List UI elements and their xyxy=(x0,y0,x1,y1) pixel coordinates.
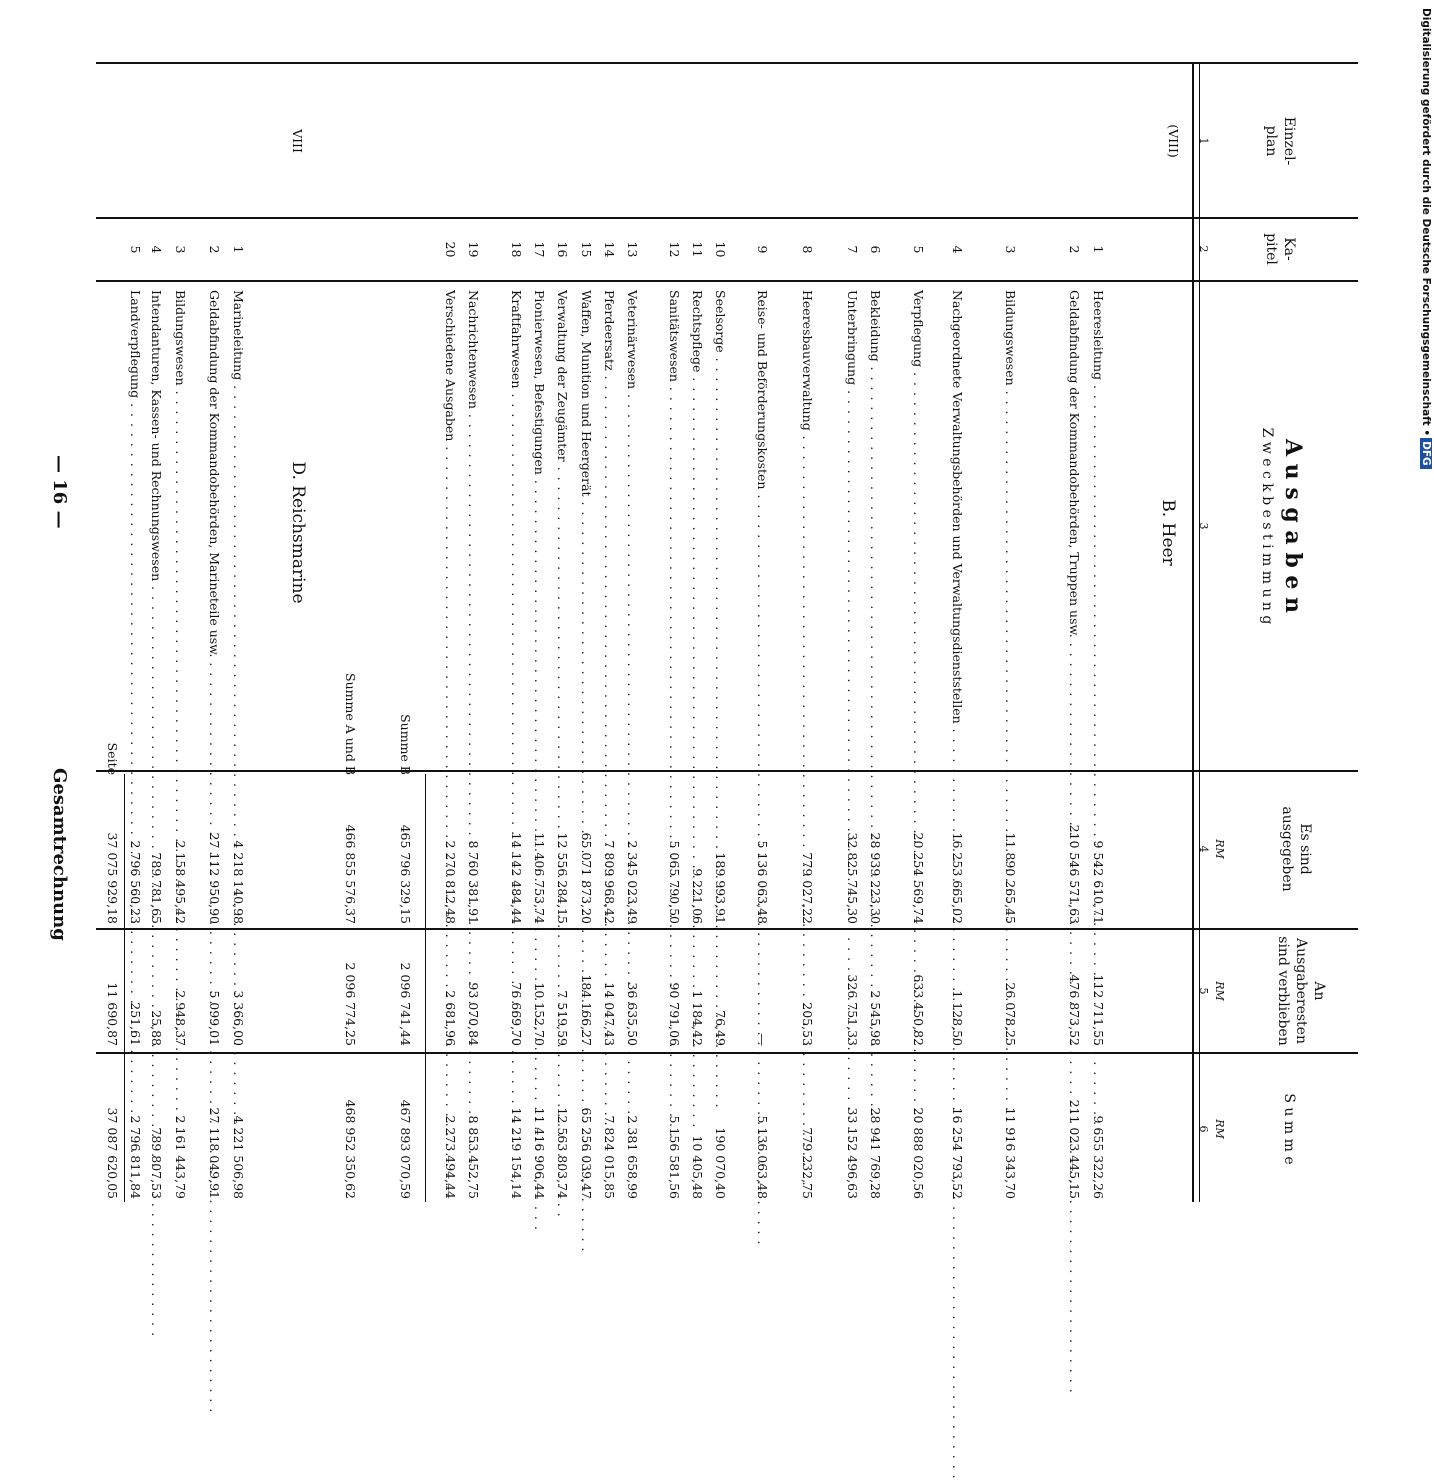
header-summe: S u m m e xyxy=(1281,1093,1297,1165)
section-title: B. Heer xyxy=(1158,499,1178,566)
reste-cell: 3 366,00 xyxy=(231,990,246,1046)
description-cell: Bekleidung . . . xyxy=(867,290,883,775)
page-number: — 16 — xyxy=(49,455,70,529)
summe-cell: 789 807,53 xyxy=(149,1127,164,1199)
ausgegeben-cell: 466 855 576,37 xyxy=(343,824,358,924)
summe-cell: 10 405,48 xyxy=(690,1135,705,1199)
reste-cell: 1 128,50 xyxy=(950,990,965,1046)
ausgegeben-cell: 9 221,06 xyxy=(690,868,705,924)
description-cell: Rechtspflege . . . xyxy=(689,290,705,775)
table-row xyxy=(1002,62,1018,1199)
reste-cell: 184 166,27 xyxy=(579,974,594,1046)
kapitel-cell: 17 xyxy=(532,241,547,258)
description-cell: Unterbringung . . . xyxy=(844,290,860,775)
header-einzelplan: Einzel- plan xyxy=(1263,116,1297,166)
description-cell: Intendanturen, Kassen- und Rechnungswesen . . . xyxy=(148,290,164,775)
description-cell: Heeresleitung . . . xyxy=(1090,290,1106,775)
description-cell: Reise- und Beförderungskosten . . . xyxy=(754,290,770,775)
description-cell: Verschiedene Ausgaben . . . xyxy=(442,290,458,775)
table-row xyxy=(172,62,188,1199)
summe-cell: 2 381 658,99 xyxy=(625,1115,640,1199)
description-cell: Veterinärwesen . . . xyxy=(624,290,640,775)
description-cell: Summe A und B xyxy=(343,673,358,775)
header-reste: An Ausgaberesten sind verblieben xyxy=(1275,936,1327,1046)
summe-cell: 779 232,75 xyxy=(800,1127,815,1199)
kapitel-cell: 4 xyxy=(149,245,164,254)
ausgegeben-cell: 2 796 560,23 xyxy=(128,840,143,924)
table-row xyxy=(230,62,246,1199)
description-cell: Kraftfahrwesen . . . xyxy=(508,290,524,775)
summe-cell: 37 087 620,05 xyxy=(105,1107,120,1199)
kapitel-cell: 13 xyxy=(625,241,640,258)
table-row xyxy=(442,62,458,1199)
summe-cell: 468 952 350,62 xyxy=(343,1099,358,1199)
reste-cell: — xyxy=(755,1033,770,1046)
summe-cell: 5 156 581,56 xyxy=(667,1115,682,1199)
kapitel-cell: 9 xyxy=(755,245,770,254)
table-row xyxy=(754,62,770,1199)
kapitel-cell: 20 xyxy=(443,241,458,258)
description-cell: Verwaltung der Zeugämter . . . xyxy=(554,290,570,775)
description-cell: Bildungswesen . . . xyxy=(1002,290,1018,775)
summe-cell: 2 796 811,84 xyxy=(128,1115,143,1199)
description-cell: Waffen, Munition und Heergerät . . . xyxy=(578,290,594,775)
reste-cell: 2 096 741,44 xyxy=(398,962,413,1046)
table-row xyxy=(910,62,926,1199)
colnum-1: 1 xyxy=(1197,137,1210,145)
ausgegeben-cell: 4 218 140,98 xyxy=(231,840,246,924)
ausgegeben-cell: 37 075 929,18 xyxy=(105,832,120,924)
header-rule-thick xyxy=(1192,62,1194,1202)
section-title: D. Reichsmarine xyxy=(288,461,308,604)
reste-cell: 112 711,55 xyxy=(1091,974,1106,1046)
plan-cell: (VIII) xyxy=(1166,124,1181,158)
summe-cell: 27 118 049,91 xyxy=(207,1107,222,1199)
summe-cell: 11 416 906,44 xyxy=(532,1107,547,1199)
ausgegeben-cell: 16 253 665,02 xyxy=(950,832,965,924)
summe-cell: 65 256 039,47 xyxy=(579,1107,594,1199)
table-row xyxy=(127,62,143,1199)
reste-cell: 1 184,42 xyxy=(690,990,705,1046)
reste-cell: 10 152,70 xyxy=(532,982,547,1046)
reste-cell: 5 099,01 xyxy=(207,990,222,1046)
ausgegeben-cell: 2 158 495,42 xyxy=(173,840,188,924)
summe-cell: 2 161 443,79 xyxy=(173,1115,188,1199)
expenditure-table xyxy=(98,62,1358,1199)
ausgegeben-cell: 5 065 790,50 xyxy=(667,840,682,924)
reste-cell: 2 948,37 xyxy=(173,990,188,1046)
kapitel-cell: 2 xyxy=(1067,245,1082,254)
ausgegeben-cell: 789 781,65 xyxy=(149,852,164,924)
summe-cell: 9 655 322,26 xyxy=(1091,1115,1106,1199)
summe-cell: 8 853 452,75 xyxy=(466,1115,481,1199)
ausgegeben-cell: 20 254 569,74 xyxy=(911,832,926,924)
ausgegeben-cell: 11 890 265,45 xyxy=(1003,832,1018,924)
reste-cell: 26 078,25 xyxy=(1003,982,1018,1046)
header-kapitel: Ka- pitel xyxy=(1263,233,1297,265)
kapitel-cell: 18 xyxy=(509,241,524,258)
ausgegeben-cell: 11 406 753,74 xyxy=(532,832,547,924)
reste-cell: 11 690,87 xyxy=(105,982,120,1046)
table-row xyxy=(1090,62,1106,1199)
description-cell: Landverpflegung . . . xyxy=(127,290,143,775)
total-row xyxy=(397,62,413,1199)
kapitel-cell: 2 xyxy=(207,245,222,254)
subtotal-rule xyxy=(425,774,426,1202)
reste-cell: 36 635,50 xyxy=(625,982,640,1046)
kapitel-cell: 1 xyxy=(231,245,246,254)
colnum-2: 2 xyxy=(1197,245,1210,253)
table-row xyxy=(666,62,682,1199)
kapitel-cell: 15 xyxy=(579,241,594,258)
header-ausgaben: A u s g a b e n xyxy=(1280,438,1306,614)
reste-cell: 2 681,96 xyxy=(443,990,458,1046)
plan-cell: VIII xyxy=(290,129,305,153)
table-row xyxy=(206,62,222,1199)
colnum-6: 6 xyxy=(1197,1125,1210,1133)
table-row xyxy=(578,62,594,1199)
reste-cell: 7 519,59 xyxy=(555,990,570,1046)
reste-cell: 25,88 xyxy=(149,1010,164,1046)
summe-cell: 211 023 445,15 xyxy=(1067,1099,1082,1199)
unit-col6: RM xyxy=(1213,1119,1226,1139)
unit-col5: RM xyxy=(1213,981,1226,1001)
colnum-4: 4 xyxy=(1197,845,1210,853)
table-row xyxy=(799,62,815,1199)
kapitel-cell: 12 xyxy=(667,241,682,258)
ausgegeben-cell: 465 796 329,15 xyxy=(398,824,413,924)
kapitel-cell: 19 xyxy=(466,241,481,258)
summe-cell: 12 563 803,74 xyxy=(555,1107,570,1199)
reste-cell: 93 070,84 xyxy=(466,982,481,1046)
ausgegeben-cell: 2 270 812,48 xyxy=(443,840,458,924)
summe-cell: 14 219 154,14 xyxy=(509,1107,524,1199)
description-cell: Sanitätswesen . . . xyxy=(666,290,682,775)
reste-cell: 476 873,52 xyxy=(1067,974,1082,1046)
summe-cell: 16 254 793,52 xyxy=(950,1107,965,1199)
ausgegeben-cell: 14 142 484,44 xyxy=(509,832,524,924)
ausgegeben-cell: 189 993,91 xyxy=(713,852,728,924)
ausgegeben-cell: 210 546 571,63 xyxy=(1067,824,1082,924)
colnum-5: 5 xyxy=(1197,987,1210,995)
summe-cell: 28 941 769,28 xyxy=(868,1107,883,1199)
total-row xyxy=(342,62,358,1199)
table-row xyxy=(689,62,705,1199)
table-row xyxy=(148,62,164,1199)
reste-cell: 14 047,43 xyxy=(602,982,617,1046)
table-row xyxy=(624,62,640,1199)
dfg-watermark-text: Digitalisierung gefördert durch die Deutsche Forschungsgemeinschaft • xyxy=(1420,8,1432,437)
description-cell: Pionierwesen, Befestigungen . . . xyxy=(531,290,547,775)
kapitel-cell: 16 xyxy=(555,241,570,258)
ausgegeben-cell: 32 825 745,30 xyxy=(845,832,860,924)
reste-cell: 90 791,06 xyxy=(667,982,682,1046)
dfg-watermark xyxy=(1420,8,1432,469)
summe-cell: 190 070,40 xyxy=(713,1127,728,1199)
reste-cell: 2 096 774,25 xyxy=(343,962,358,1046)
description-cell: Nachrichtenwesen . . . xyxy=(465,290,481,775)
ausgegeben-cell: 12 556 284,15 xyxy=(555,832,570,924)
kapitel-cell: 14 xyxy=(602,241,617,258)
kapitel-cell: 5 xyxy=(911,245,926,254)
description-cell: Summe B xyxy=(398,714,413,775)
description-cell: Nachgeordnete Verwaltungsbehörden und Verwaltungsdienststellen . . . xyxy=(949,290,965,775)
ausgegeben-cell: 27 112 950,90 xyxy=(207,832,222,924)
table-row xyxy=(531,62,547,1199)
ausgegeben-cell: 5 136 063,48 xyxy=(755,840,770,924)
table-row xyxy=(508,62,524,1199)
ausgegeben-cell: 8 760 381,91 xyxy=(466,840,481,924)
summe-cell: 7 824 015,85 xyxy=(602,1115,617,1199)
summe-cell: 20 888 020,56 xyxy=(911,1107,926,1199)
ausgegeben-cell: 7 809 968,42 xyxy=(602,840,617,924)
table-row xyxy=(1066,62,1082,1199)
table-row xyxy=(712,62,728,1199)
ausgegeben-cell: 28 939 223,30 xyxy=(868,832,883,924)
description-cell: Seelsorge . . . xyxy=(712,290,728,775)
reste-cell: 205,53 xyxy=(800,1002,815,1046)
summe-cell: 4 221 506,98 xyxy=(231,1115,246,1199)
reste-cell: 76,49 xyxy=(713,1010,728,1046)
table-row xyxy=(465,62,481,1199)
running-header: Gesamtrechnung xyxy=(49,768,70,941)
description-cell: Marineleitung . . . xyxy=(230,290,246,775)
kapitel-cell: 11 xyxy=(690,241,705,258)
description-cell: Seite xyxy=(105,742,120,775)
kapitel-cell: 8 xyxy=(800,245,815,254)
total-row xyxy=(104,62,120,1199)
kapitel-cell: 4 xyxy=(950,245,965,254)
kapitel-cell: 5 xyxy=(128,245,143,254)
kapitel-cell: 7 xyxy=(845,245,860,254)
ausgegeben-cell: 65 071 873,20 xyxy=(579,832,594,924)
kapitel-cell: 3 xyxy=(1003,245,1018,254)
table-row xyxy=(554,62,570,1199)
description-cell: Geldabfindung der Kommandobehörden, Truppen usw. . . . xyxy=(1066,290,1082,775)
page-total-rule xyxy=(124,774,125,1202)
dfg-logo-badge: DFG xyxy=(1420,438,1432,469)
reste-cell: 633 450,82 xyxy=(911,974,926,1046)
unit-col4: RM xyxy=(1213,839,1226,859)
ausgegeben-cell: 9 542 610,71 xyxy=(1091,840,1106,924)
table-row xyxy=(949,62,965,1199)
summe-cell: 11 916 343,70 xyxy=(1003,1107,1018,1199)
reste-cell: 2 545,98 xyxy=(868,990,883,1046)
table-row xyxy=(601,62,617,1199)
reste-cell: 251,61 xyxy=(128,1002,143,1046)
kapitel-cell: 10 xyxy=(713,241,728,258)
header-ausgegeben: Es sind ausgegeben xyxy=(1279,806,1313,892)
kapitel-cell: 1 xyxy=(1091,245,1106,254)
description-cell: Geldabfindung der Kommandobehörden, Marineteile usw. . . . xyxy=(206,290,222,775)
reste-cell: 76 669,70 xyxy=(509,982,524,1046)
summe-cell: 467 893 070,59 xyxy=(398,1099,413,1199)
reste-cell: 326 751,33 xyxy=(845,974,860,1046)
kapitel-cell: 6 xyxy=(868,245,883,254)
description-cell: Bildungswesen . . . xyxy=(172,290,188,775)
description-cell: Verpflegung . . . xyxy=(910,290,926,775)
summe-cell: 5 136 063,48 xyxy=(755,1115,770,1199)
ausgegeben-cell: 2 345 023,49 xyxy=(625,840,640,924)
header-zweckbestimmung: Z w e c k b e s t i m m u n g xyxy=(1259,427,1275,625)
colnum-3: 3 xyxy=(1197,522,1210,530)
kapitel-cell: 3 xyxy=(173,245,188,254)
table-row xyxy=(844,62,860,1199)
table-row xyxy=(867,62,883,1199)
ausgegeben-cell: 779 027,22 xyxy=(800,852,815,924)
description-cell: Pferdeersatz . . . xyxy=(601,290,617,775)
summe-cell: 33 152 496,63 xyxy=(845,1107,860,1199)
summe-cell: 2 273 494,44 xyxy=(443,1115,458,1199)
description-cell: Heeresbauverwaltung . . . xyxy=(799,290,815,775)
